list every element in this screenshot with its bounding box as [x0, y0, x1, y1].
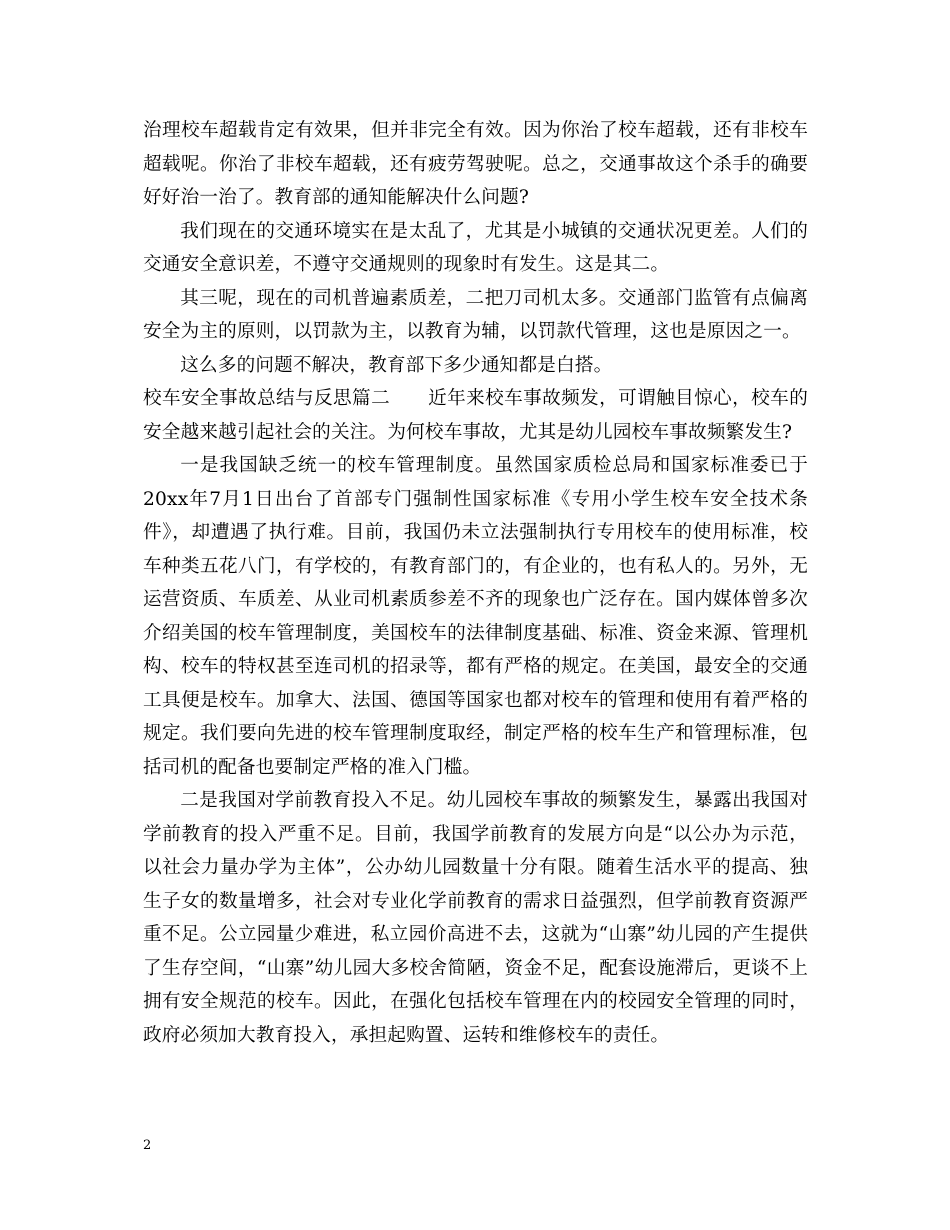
section-heading-paragraph: 校车安全事故总结与反思篇二 近年来校车事故频发，可谓触目惊心，校车的安全越来越引起社会的关注。为何校车事故，尤其是幼儿园校车事故频繁发生? — [143, 388, 808, 443]
document-body — [143, 114, 808, 1052]
page-number: 2 — [143, 1138, 152, 1153]
paragraph-7: 二是我国对学前教育投入不足。幼儿园校车事故的频繁发生，暴露出我国对学前教育的投入严重不足。目前，我国学前教育的发展方向是“以公办为示范，以社会力量办学为主体”，公办幼儿园数量十分有限。随着生活水平的提高、独生子女的数量增多，社会对专业化学前教育的需求日益强烈，但学前教育资源严重不足。公立园量少难进，私立园价高进不去，这就为“山寨”幼儿园的产生提供了生存空间，“山寨”幼儿园大多校舍简陋，资金不足，配套设施滞后，更谈不上拥有安全规范的校车。因此，在强化包括校车管理在内的校园安全管理的同时，政府必须加大教育投入，承担起购置、运转和维修校车的责任。 — [143, 790, 808, 1046]
paragraph-4: 这么多的问题不解决，教育部下多少通知都是白搭。 — [180, 354, 613, 376]
paragraph-2: 我们现在的交通环境实在是太乱了，尤其是小城镇的交通状况更差。人们的交通安全意识差，不遵守交通规则的现象时有发生。这是其二。 — [143, 220, 808, 275]
paragraph-1: 治理校车超载肯定有效果，但并非完全有效。因为你治了校车超载，还有非校车超载呢。你治了非校车超载，还有疲劳驾驶呢。总之，交通事故这个杀手的确要好好治一治了。教育部的通知能解决什么问题? — [143, 120, 808, 208]
paragraph-6: 一是我国缺乏统一的校车管理制度。虽然国家质检总局和国家标准委已于20xx年7月1日出台了首部专门强制性国家标准《专用小学生校车安全技术条件》，却遭遇了执行难。目前，我国仍未立法强制执行专用校车的使用标准，校车种类五花八门，有学校的，有教育部门的，有企业的，也有私人的。另外，无运营资质、车质差、从业司机素质参差不齐的现象也广泛存在。国内媒体曾多次介绍美国的校车管理制度，美国校车的法律制度基础、标准、资金来源、管理机构、校车的特权甚至连司机的招录等，都有严格的规定。在美国，最安全的交通工具便是校车。加拿大、法国、德国等国家也都对校车的管理和使用有着严格的规定。我们要向先进的校车管理制度取经，制定严格的校车生产和管理标准，包括司机的配备也要制定严格的准入门槛。 — [143, 455, 808, 778]
paragraph-3: 其三呢，现在的司机普遍素质差，二把刀司机太多。交通部门监管有点偏离安全为主的原则，以罚款为主，以教育为辅，以罚款代管理，这也是原因之一。 — [143, 287, 808, 342]
